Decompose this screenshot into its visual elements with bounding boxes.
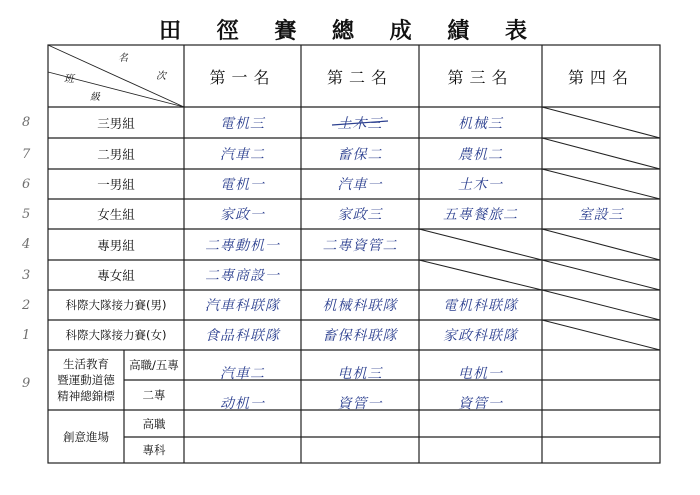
- row-label: 三男組: [97, 115, 135, 131]
- row-label: 二男組: [97, 146, 135, 162]
- result-first: 家政一: [220, 207, 265, 223]
- result-third: 家政科联隊: [443, 328, 518, 344]
- result-third: 电机一: [458, 366, 503, 382]
- result-third: 資管一: [458, 396, 503, 412]
- corner-label-ci: 次: [156, 71, 166, 82]
- sub-label: 高職: [142, 416, 166, 431]
- sub-label: 專科: [142, 443, 166, 457]
- result-second: 畜保二: [337, 146, 383, 163]
- result-second: 电机三: [337, 366, 383, 382]
- sub-label: 二專: [142, 388, 166, 402]
- result-second: 汽車一: [337, 177, 383, 193]
- row-label: 女生組: [97, 207, 135, 222]
- corner-label-ming: 名: [118, 53, 128, 64]
- margin-number: 3: [22, 268, 31, 283]
- margin-number: 5: [22, 207, 31, 222]
- margin-number: 7: [22, 147, 31, 162]
- group-label-line: 精神總錦標: [57, 389, 115, 403]
- group-label-line: 暨運動道德: [57, 373, 115, 387]
- result-second: 資管一: [337, 396, 383, 412]
- result-third: 電机科联隊: [443, 298, 518, 314]
- margin-number: 9: [22, 376, 31, 391]
- result-second: 畜保科联隊: [322, 328, 398, 344]
- result-first: 汽車科联隊: [205, 298, 280, 314]
- group-label-line: 生活教育: [63, 357, 109, 371]
- margin-number: 1: [22, 328, 31, 343]
- result-first: 汽車二: [220, 366, 265, 382]
- result-second: 土木三: [337, 115, 383, 132]
- result-second: 家政三: [337, 207, 383, 223]
- result-first: 電机一: [220, 177, 265, 193]
- result-fourth: 室設三: [578, 207, 624, 223]
- result-second: 机械科联隊: [322, 298, 398, 314]
- margin-number: 2: [22, 298, 31, 313]
- group-label-creative-entrance: 創意進場: [63, 429, 109, 444]
- result-first: 动机一: [220, 396, 265, 412]
- column-header-fourth: 第四名: [567, 67, 634, 87]
- result-third: 五專餐旅二: [443, 207, 518, 223]
- corner-label-ban: 班: [64, 74, 74, 85]
- result-first: 電机三: [220, 115, 265, 132]
- result-first: 二專動机一: [205, 237, 280, 254]
- page-title: 田 徑 賽 總 成 績 表: [159, 19, 541, 44]
- column-header-second: 第二名: [326, 67, 393, 87]
- result-first: 二專商設一: [205, 268, 280, 284]
- result-third: 机械三: [458, 115, 503, 132]
- column-header-first: 第一名: [209, 67, 276, 87]
- column-header-third: 第三名: [447, 67, 514, 87]
- result-first: 汽車二: [220, 146, 265, 163]
- margin-number: 4: [22, 237, 31, 252]
- row-label: 科際大隊接力賽(女): [65, 328, 167, 342]
- corner-label-ji: 級: [90, 92, 100, 103]
- result-third: 農机二: [458, 146, 503, 163]
- row-label: 專男組: [97, 237, 135, 253]
- result-first: 食品科联隊: [205, 328, 280, 344]
- result-third: 土木一: [458, 177, 503, 193]
- margin-number: 8: [22, 115, 31, 130]
- row-label: 科際大隊接力賽(男): [65, 298, 167, 312]
- result-second: 二專資管二: [322, 237, 398, 254]
- group-label-life-education: [48, 350, 124, 410]
- sub-label: 高職/五專: [129, 358, 179, 372]
- margin-number: 6: [22, 177, 31, 192]
- row-label: 專女組: [97, 268, 135, 283]
- row-label: 一男組: [97, 177, 135, 192]
